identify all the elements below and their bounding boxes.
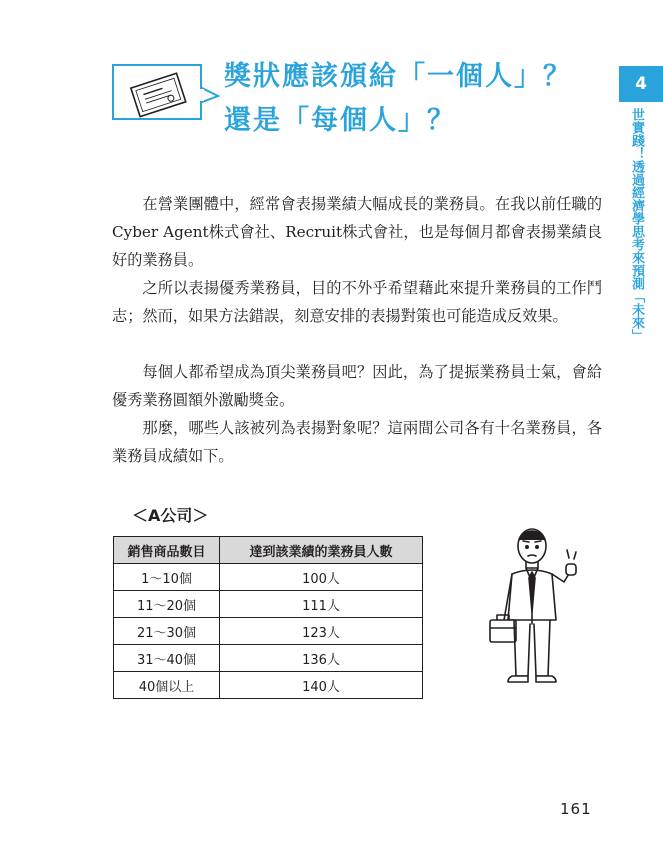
table-cell: 21～30個 bbox=[114, 618, 220, 645]
body-paragraph-4: 那麼，哪些人該被列為表揚對象呢？這兩間公司各有十名業務員，各業務員成績如下。 bbox=[112, 419, 602, 465]
businessman-illustration bbox=[482, 520, 592, 694]
table-cell: 111人 bbox=[220, 591, 423, 618]
sales-table bbox=[113, 536, 423, 699]
table-header-cell: 銷售商品數目 bbox=[114, 537, 220, 564]
table-row bbox=[114, 564, 423, 591]
table-cell: 100人 bbox=[220, 564, 423, 591]
table-cell: 11～20個 bbox=[114, 591, 220, 618]
body-paragraph-1: 在營業團體中，經常會表揚業績大幅成長的業務員。在我以前任職的Cyber Agent株式會社、Recruit株式會社，也是每個月都會表揚業績良好的業務員。 bbox=[112, 195, 602, 269]
body-paragraph-2: 之所以表揚優秀業務員，目的不外乎希望藉此來提升業務員的工作鬥志；然而，如果方法錯誤，刻意安排的表揚對策也可能造成反效果。 bbox=[112, 279, 602, 325]
table-row bbox=[114, 618, 423, 645]
table-cell: 123人 bbox=[220, 618, 423, 645]
table-cell: 31～40個 bbox=[114, 645, 220, 672]
certificate-icon-box bbox=[112, 64, 202, 120]
table-header-cell: 達到該業績的業務員人數 bbox=[220, 537, 423, 564]
table-cell: 40個以上 bbox=[114, 672, 220, 699]
table-cell: 1～10個 bbox=[114, 564, 220, 591]
table-header-row bbox=[114, 537, 423, 564]
table-row bbox=[114, 645, 423, 672]
table-row bbox=[114, 672, 423, 699]
chapter-title-vertical: 世實踐！透過經濟學思考來預測「未來」 bbox=[629, 108, 644, 342]
page-number: 161 bbox=[560, 800, 592, 818]
table-cell: 136人 bbox=[220, 645, 423, 672]
body-paragraph-3: 每個人都希望成為頂尖業務員吧？因此，為了提振業務員士氣，會給優秀業務圓額外激勵獎金。 bbox=[112, 363, 602, 409]
page-title-line-2: 還是「每個人」？ bbox=[224, 105, 456, 136]
table-caption: ＜A公司＞ bbox=[132, 506, 209, 525]
chapter-number-badge: 4 bbox=[619, 66, 663, 102]
table-cell: 140人 bbox=[220, 672, 423, 699]
table-row bbox=[114, 591, 423, 618]
page-title-line-1: 獎狀應該頒給「一個人」？ bbox=[224, 61, 572, 92]
